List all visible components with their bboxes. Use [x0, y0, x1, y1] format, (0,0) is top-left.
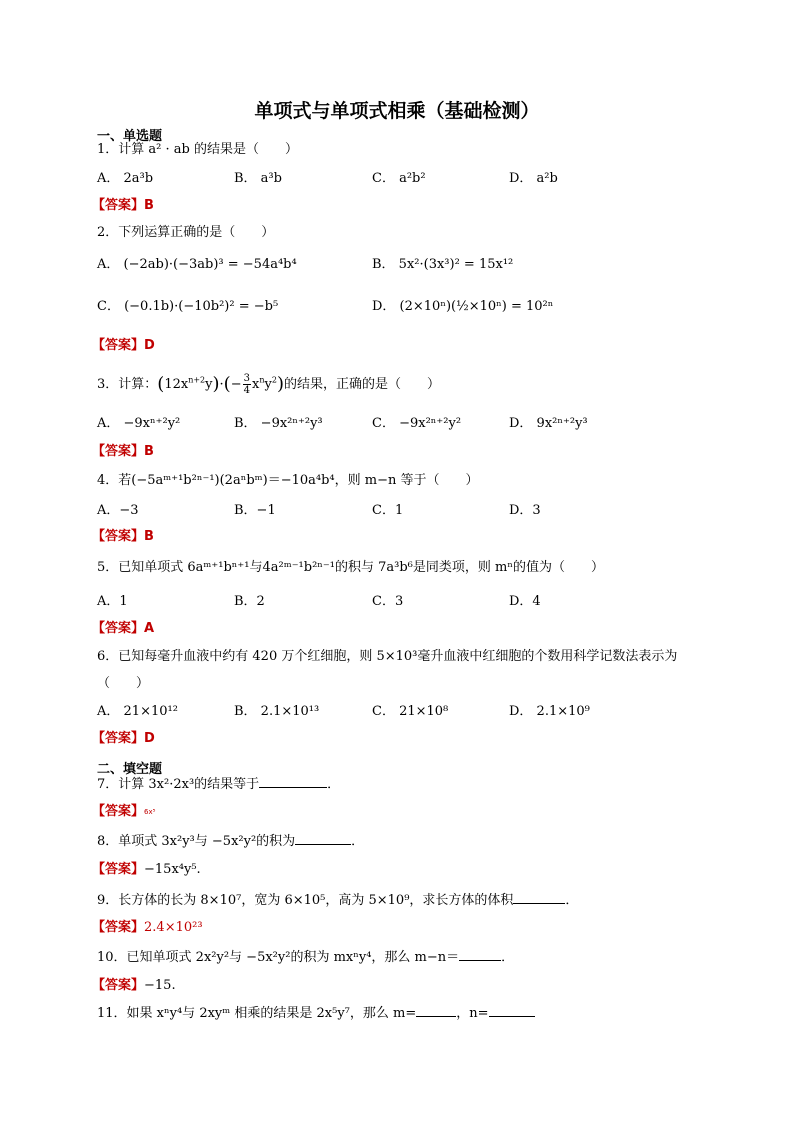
q1-option-a: A． 2a³b: [97, 171, 154, 186]
q11-blank-m[interactable]: [416, 1004, 456, 1017]
q6-answer: 【答案】D: [92, 731, 155, 746]
question-6: 6．已知每毫升血液中约有 420 万个红细胞，则 5×10³毫升血液中红细胞的个数用科学记数法表示为: [97, 649, 678, 664]
q2-option-d: D． (2×10ⁿ)(½×10ⁿ) = 10²ⁿ: [372, 299, 554, 314]
q1-option-b: B． a³b: [234, 171, 282, 186]
q2-answer: 【答案】D: [92, 338, 155, 353]
q1-option-d: D． a²b: [509, 171, 558, 186]
q1-answer: 【答案】B: [92, 198, 154, 213]
q10-answer: 【答案】−15.: [92, 978, 176, 993]
q11-blank-n[interactable]: [489, 1004, 535, 1017]
q4-answer: 【答案】B: [92, 529, 154, 544]
section-heading-single-choice: 一、单选题: [97, 129, 163, 144]
section-heading-fill-blank: 二、填空题: [97, 762, 163, 777]
q7-answer: 【答案】$^{6x^5}$: [92, 804, 156, 819]
q4-option-d: D．3: [509, 503, 541, 518]
q6-option-b: B． 2.1×10¹³: [234, 704, 320, 719]
question-1: 1．计算 a² · ab 的结果是（ ）: [97, 142, 298, 157]
q6-option-c: C． 21×10⁸: [372, 704, 449, 719]
q2-option-b: B． 5x²·(3x³)² = 15x¹²: [372, 257, 514, 272]
q3-answer: 【答案】B: [92, 444, 154, 459]
q8-answer: 【答案】−15x⁴y⁵.: [92, 862, 201, 877]
question-6-continuation: （ ）: [97, 676, 150, 691]
q2-option-a: A． (−2ab)·(−3ab)³ = −54a⁴b⁴: [97, 257, 297, 272]
q2-option-c: C． (−0.1b)·(−10b²)² = −b⁵: [97, 299, 279, 314]
q4-option-c: C．1: [372, 503, 404, 518]
question-7: 7．计算 3x²·2x³的结果等于 ．: [97, 777, 341, 792]
q3-option-a: A． −9xⁿ⁺²y²: [97, 416, 181, 431]
q10-blank[interactable]: [459, 948, 501, 961]
q6-option-a: A． 21×10¹²: [97, 704, 178, 719]
question-10: 10．已知单项式 2x²y²与 −5x²y²的积为 mxⁿy⁴，那么 m−n＝ ．: [97, 950, 515, 965]
q5-option-a: A．1: [97, 594, 128, 609]
q3-option-d: D． 9x²ⁿ⁺²y³: [509, 416, 588, 431]
question-9: 9．长方体的长为 8×10⁷，宽为 6×10⁵，高为 5×10⁹，求长方体的体积 ．: [97, 893, 579, 908]
q4-option-b: B．−1: [234, 503, 276, 518]
q5-option-c: C．3: [372, 594, 404, 609]
q4-option-a: A．−3: [97, 503, 139, 518]
q8-blank[interactable]: [295, 832, 351, 845]
question-11: 11．如果 xⁿy⁴与 2xyᵐ 相乘的结果是 2x⁵y⁷，那么 m= ，n=: [97, 1004, 535, 1023]
q3-expression: $(12x^{n+2}y)\cdot(-$ $\frac{3}{4}$ $x^ny^2$): [157, 373, 284, 396]
q3-option-c: C． −9x²ⁿ⁺²y²: [372, 416, 462, 431]
q5-answer: 【答案】A: [92, 621, 155, 636]
question-8: 8．单项式 3x²y³与 −5x²y²的积为 ．: [97, 834, 365, 849]
q7-blank[interactable]: [259, 775, 327, 788]
question-3: 3．计算：$(12x^{n+2}y)\cdot(-$ $\frac{3}{4}$ $x^ny^2$)的结果，正确的是（ ）: [97, 373, 440, 396]
question-4: 4．若(−5aᵐ⁺¹b²ⁿ⁻¹)(2aⁿbᵐ)＝−10a⁴b⁴，则 m−n 等于（ ）: [97, 473, 479, 488]
q9-blank[interactable]: [513, 891, 565, 904]
q5-option-d: D．4: [509, 594, 541, 609]
page-title: 单项式与单项式相乘（基础检测）: [254, 100, 540, 122]
q6-option-d: D． 2.1×10⁹: [509, 704, 590, 719]
q9-answer: 【答案】2.4×10²³: [92, 920, 203, 935]
question-2: 2．下列运算正确的是（ ）: [97, 225, 275, 240]
question-5: 5．已知单项式 6aᵐ⁺¹bⁿ⁺¹与4a²ᵐ⁻¹b²ⁿ⁻¹的积与 7a³b⁶是同类项，则 mⁿ的值为（ ）: [97, 560, 604, 575]
q3-option-b: B． −9x²ⁿ⁺²y³: [234, 416, 323, 431]
q1-option-c: C． a²b²: [372, 171, 426, 186]
q5-option-b: B．2: [234, 594, 265, 609]
